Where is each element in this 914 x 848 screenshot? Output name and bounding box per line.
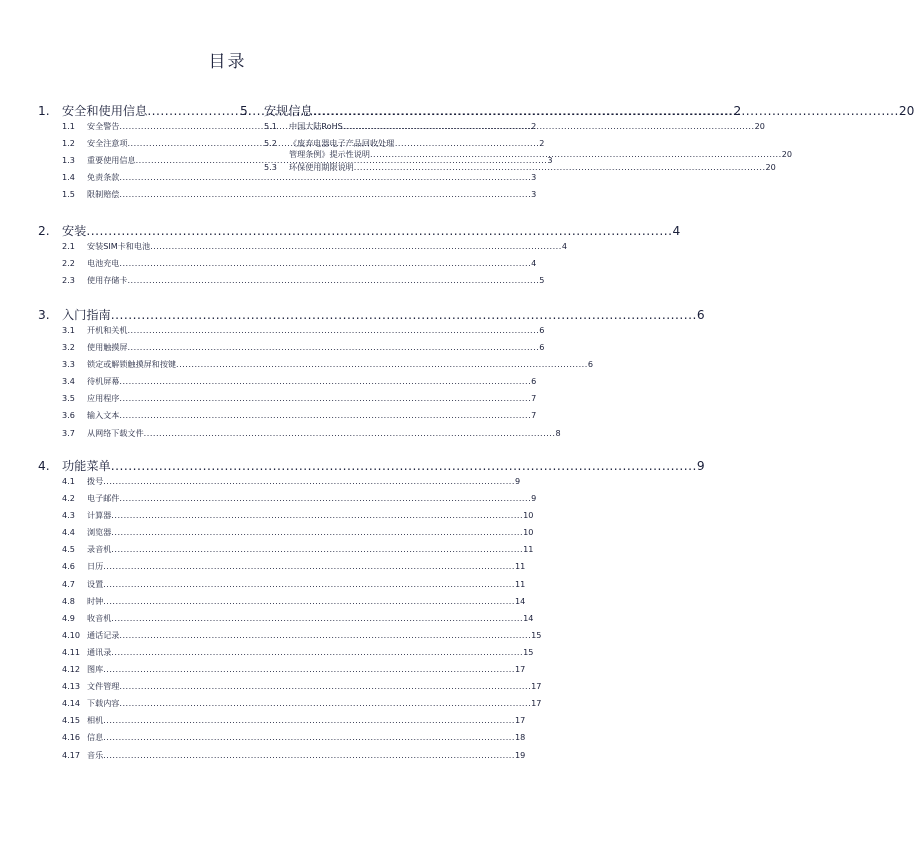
item-title: 录音机 — [87, 544, 112, 555]
item-page-number: 3 — [531, 172, 537, 183]
dot-leader — [111, 544, 523, 554]
item-title: 开机和关机 — [87, 325, 128, 335]
section-title: 安全和使用信息 — [62, 104, 148, 118]
item-page-number: 5 — [539, 275, 545, 286]
item-number: 4.1 — [62, 476, 75, 486]
item-page-number: 3 — [531, 189, 537, 200]
dot-leader — [111, 510, 523, 520]
item-number: 4.10 — [62, 629, 81, 640]
item-page-number: 6 — [531, 376, 537, 387]
item-title: 重要使用信息 — [87, 155, 136, 166]
item-number: 1.1 — [62, 121, 75, 131]
dot-leader — [103, 732, 515, 742]
dot-leader — [176, 359, 588, 369]
item-number: 3.7 — [62, 427, 75, 438]
dot-leader — [119, 630, 531, 640]
dot-leader — [103, 664, 515, 674]
toc-item[interactable] — [38, 342, 545, 359]
toc-section-heading[interactable] — [38, 457, 705, 473]
section-title: 入门指南 — [62, 308, 111, 322]
item-number: 2.2 — [62, 258, 75, 269]
item-title: 使用触摸屏 — [87, 342, 128, 353]
dot-leader — [119, 258, 531, 268]
dot-leader — [119, 698, 531, 708]
item-title: 从网络下载文件 — [87, 427, 144, 438]
item-title: 安全注意项 — [87, 138, 128, 149]
item-title: 通讯录 — [87, 646, 112, 657]
toc-item[interactable] — [240, 162, 776, 179]
item-title: 计算器 — [87, 510, 112, 521]
toc-item[interactable] — [38, 732, 526, 749]
item-title: 电子邮件 — [87, 493, 120, 504]
item-page-number: 11 — [514, 578, 526, 589]
dot-leader — [150, 241, 562, 251]
item-number: 4.15 — [62, 715, 81, 726]
dot-leader — [111, 459, 697, 473]
item-title-block — [289, 138, 792, 160]
toc-item[interactable] — [240, 121, 765, 138]
item-page-number: 6 — [539, 342, 545, 353]
item-title: 音乐 — [87, 749, 104, 760]
dot-leader — [119, 376, 531, 386]
item-number: 5.2 — [264, 138, 277, 149]
item-page-number: 9 — [514, 476, 521, 486]
dot-leader — [144, 428, 556, 438]
item-number: 4.17 — [62, 749, 81, 760]
dot-leader — [343, 121, 755, 131]
item-number: 4.14 — [62, 698, 81, 709]
item-title-continued: 管理条例》提示性说明 — [289, 149, 370, 160]
toc-item[interactable] — [38, 241, 567, 258]
item-page-number: 2 — [531, 121, 537, 131]
toc-subitems — [38, 476, 542, 767]
item-page-number: 14 — [523, 612, 534, 623]
item-page-number: 17 — [514, 664, 526, 675]
dot-leader — [103, 750, 515, 760]
section-page-number: 6 — [696, 308, 705, 322]
item-title: 环保使用期限说明 — [289, 162, 354, 173]
toc-item[interactable] — [38, 510, 534, 527]
toc-item[interactable] — [38, 527, 534, 544]
toc-item[interactable] — [38, 612, 534, 630]
section-number: 1. — [38, 104, 50, 118]
item-number: 1.4 — [62, 172, 75, 183]
item-number: 4.5 — [62, 544, 75, 555]
dot-leader — [119, 393, 531, 403]
item-title: 通话记录 — [87, 629, 120, 640]
dot-leader — [354, 162, 766, 172]
item-title: 浏览器 — [87, 527, 112, 538]
item-page-number: 11 — [523, 544, 534, 555]
item-number: 4.3 — [62, 510, 75, 521]
toc-item[interactable] — [38, 681, 542, 698]
item-number: 3.5 — [62, 393, 75, 404]
dot-leader — [119, 189, 531, 199]
item-title: 输入文本 — [87, 410, 120, 421]
item-number: 4.8 — [62, 595, 75, 606]
item-title: 免责条款 — [87, 172, 120, 183]
item-title: 信息 — [87, 732, 104, 743]
toc-item[interactable] — [38, 561, 526, 578]
item-title: 中国大陆RoHS — [289, 121, 343, 131]
item-page-number: 9 — [531, 493, 537, 504]
item-title-line2 — [289, 149, 792, 160]
item-number: 3.4 — [62, 376, 75, 387]
dot-leader — [127, 325, 539, 335]
toc-item[interactable] — [38, 664, 526, 681]
toc-item[interactable] — [38, 410, 537, 427]
item-title: 设置 — [87, 578, 104, 589]
toc-section-heading[interactable] — [38, 222, 681, 238]
section-number: 5. — [240, 104, 252, 118]
item-number: 4.16 — [62, 732, 81, 743]
item-title: 收音机 — [87, 612, 112, 623]
item-number: 5.1 — [264, 121, 277, 131]
item-page-number: 17 — [514, 715, 526, 726]
dot-leader — [103, 579, 515, 589]
toc-item[interactable] — [38, 359, 593, 376]
item-page-number: 15 — [523, 646, 534, 657]
item-number: 4.7 — [62, 578, 75, 589]
dot-leader — [103, 596, 515, 606]
section-number: 3. — [38, 308, 50, 322]
toc-section-heading[interactable] — [240, 102, 914, 118]
toc-section — [38, 222, 681, 292]
item-number: 2.3 — [62, 275, 75, 286]
item-title: 使用存储卡 — [87, 275, 128, 286]
item-number: 4.4 — [62, 527, 75, 538]
item-title: 拨号 — [87, 476, 104, 486]
item-page-number: 18 — [514, 732, 526, 743]
section-page-number: 9 — [696, 459, 705, 473]
item-page-number: 4 — [561, 241, 567, 251]
toc-item[interactable] — [38, 595, 526, 613]
dot-leader — [86, 224, 672, 238]
item-title: 时钟 — [87, 595, 104, 606]
item-title: 《废弃电器电子产品回收处理 — [289, 138, 395, 149]
toc-item[interactable] — [240, 138, 793, 162]
dot-leader — [119, 681, 531, 691]
toc-item[interactable] — [38, 172, 537, 189]
toc-item[interactable] — [38, 376, 537, 393]
toc-section-heading[interactable] — [38, 306, 705, 322]
dot-leader — [103, 476, 515, 486]
dot-leader — [111, 527, 523, 537]
section-title: 功能菜单 — [62, 459, 111, 473]
item-page-number: 15 — [531, 629, 542, 640]
toc-subitems — [38, 325, 593, 445]
item-page-number: 17 — [531, 681, 542, 692]
item-page-number: 2 — [539, 138, 545, 149]
item-number: 3.1 — [62, 325, 75, 335]
dot-leader — [111, 613, 523, 623]
item-number: 1.3 — [62, 155, 75, 166]
section-page-number: 2 — [733, 104, 742, 118]
dot-leader — [119, 493, 531, 503]
item-page-number: 20 — [765, 162, 776, 173]
toc-item[interactable] — [38, 275, 545, 292]
dot-leader — [103, 561, 515, 571]
item-number: 1.2 — [62, 138, 75, 149]
item-page-number: 6 — [539, 325, 545, 335]
item-title: 电池充电 — [87, 258, 120, 269]
item-number: 3.2 — [62, 342, 75, 353]
toc-section — [240, 102, 914, 179]
item-title: 相机 — [87, 715, 104, 726]
item-page-number: 11 — [514, 561, 526, 572]
item-title: 文件管理 — [87, 681, 120, 692]
item-title: 图库 — [87, 664, 104, 675]
dot-leader — [103, 715, 515, 725]
item-page-number: 6 — [587, 359, 593, 370]
toc-item[interactable] — [38, 715, 526, 732]
toc-section — [38, 306, 705, 445]
dot-leader — [127, 275, 539, 285]
item-page-number: 20 — [754, 121, 765, 131]
toc-item[interactable] — [38, 325, 545, 342]
section-number: 4. — [38, 459, 50, 473]
item-page-number: 19 — [514, 749, 526, 760]
dot-leader — [111, 308, 697, 322]
item-page-number: 17 — [531, 698, 542, 709]
dot-leader — [370, 149, 782, 160]
item-title: 下载内容 — [87, 698, 120, 709]
item-number: 5.3 — [264, 162, 277, 173]
dot-leader — [111, 647, 523, 657]
item-number: 1.5 — [62, 189, 75, 200]
item-title: 应用程序 — [87, 393, 120, 404]
item-title: 锁定或解锁触摸屏和按键 — [87, 359, 177, 370]
dot-leader — [119, 410, 531, 420]
item-number: 4.11 — [62, 646, 81, 657]
section-page-number: 4 — [672, 224, 681, 238]
toc-item[interactable] — [38, 258, 537, 275]
item-page-number: 8 — [555, 427, 561, 438]
dot-leader — [127, 342, 539, 352]
section-title: 安装 — [62, 224, 87, 238]
toc-section — [38, 457, 705, 767]
item-number: 3.3 — [62, 359, 75, 370]
section-page-number: 20 — [898, 104, 914, 118]
item-number: 4.9 — [62, 612, 75, 623]
toc-item[interactable] — [38, 646, 534, 664]
toc-item[interactable] — [38, 749, 526, 767]
item-page-number: 14 — [514, 595, 526, 606]
section-title: 安规信息 — [264, 104, 313, 118]
item-page-number: 7 — [531, 410, 537, 421]
toc-item[interactable] — [38, 544, 534, 561]
item-title: 限制赔偿 — [87, 189, 120, 200]
toc-item[interactable] — [38, 189, 537, 206]
item-page-number: 20 — [781, 149, 793, 160]
item-page-number: 3 — [547, 155, 553, 166]
item-page-number: 4 — [531, 258, 537, 269]
item-page-number: 7 — [531, 393, 537, 404]
item-number: 4.2 — [62, 493, 75, 504]
item-title: 日历 — [87, 561, 104, 572]
toc-item[interactable] — [38, 493, 537, 510]
item-title: 安全警告 — [87, 121, 120, 131]
item-number: 4.13 — [62, 681, 81, 692]
toc-subitems — [38, 241, 567, 292]
toc-item[interactable] — [38, 698, 542, 715]
item-page-number: 10 — [523, 510, 534, 521]
toc-item[interactable] — [38, 476, 521, 493]
dot-leader — [313, 104, 899, 118]
page-title: 目录 — [208, 52, 247, 72]
item-number: 2.1 — [62, 241, 75, 251]
section-number: 2. — [38, 224, 50, 238]
toc-item[interactable] — [38, 629, 542, 647]
item-page-number: 10 — [523, 527, 534, 538]
item-number: 4.6 — [62, 561, 75, 572]
toc-item[interactable] — [38, 393, 537, 410]
toc-item[interactable] — [38, 578, 526, 596]
toc-item[interactable] — [38, 427, 561, 445]
item-number: 3.6 — [62, 410, 75, 421]
item-title: 安装SIM卡和电池 — [87, 241, 151, 251]
item-title: 待机屏幕 — [87, 376, 120, 387]
item-number: 4.12 — [62, 664, 81, 675]
toc-subitems — [240, 121, 793, 179]
